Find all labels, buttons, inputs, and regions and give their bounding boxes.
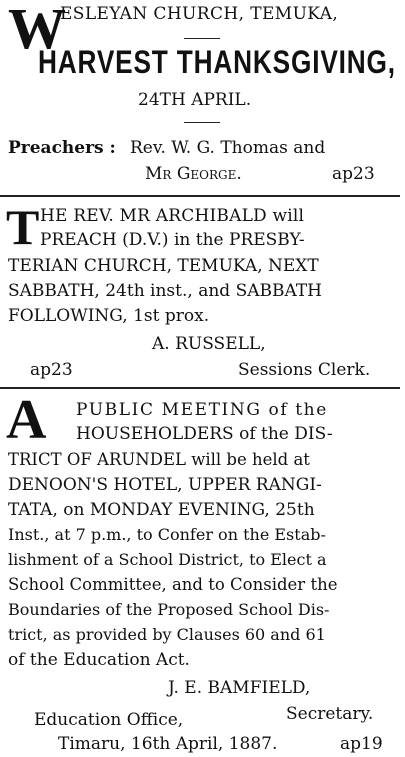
ad3-line-11: of the Education Act.	[8, 650, 190, 670]
ad3-line-1: PUBLIC MEETING of the	[76, 400, 328, 420]
ad2-line-4: SABBATH, 24th inst., and SABBATH	[8, 281, 322, 301]
ad3-line-3: TRICT OF ARUNDEL will be held at	[8, 450, 310, 469]
ad1-date: 24TH APRIL.	[138, 90, 252, 110]
ad3-line-5: TATA, on MONDAY EVENING, 25th	[8, 500, 315, 520]
ad2-code: ap23	[30, 360, 73, 380]
ad1-headline: HARVEST THANKSGIVING,	[38, 44, 396, 80]
ad1-dropcap: W	[8, 0, 66, 61]
divider-2	[0, 387, 400, 389]
ad3-code: ap19	[340, 734, 383, 754]
ad3-line-6: Inst., at 7 p.m., to Confer on the Estab-	[8, 525, 326, 544]
ad3-line-8: School Committee, and to Consider the	[8, 575, 338, 594]
ad3-signer: J. E. BAMFIELD,	[168, 678, 311, 698]
ad3-line-4: DENOON'S HOTEL, UPPER RANGI-	[8, 475, 322, 495]
ad2-line-5: FOLLOWING, 1st prox.	[8, 306, 210, 326]
ad3-line-10: trict, as provided by Clauses 60 and 61	[8, 625, 326, 644]
ad3-line-9: Boundaries of the Proposed School Dis-	[8, 600, 330, 619]
ad3-office: Education Office,	[34, 710, 184, 730]
ad1-title: ESLEYAN CHURCH, TEMUKA,	[60, 4, 339, 24]
ad1-code: ap23	[332, 164, 375, 184]
ad3-place-date: Timaru, 16th April, 1887.	[58, 734, 278, 754]
ad1-divider-short	[184, 38, 220, 39]
ad3-line-7: lishment of a School District, to Elect a	[8, 550, 327, 569]
ad2-signer: A. RUSSELL,	[152, 334, 266, 354]
ad2-dropcap: T	[6, 199, 40, 255]
ad1-preachers-label: Preachers :	[8, 138, 116, 158]
ad2-line-2: PREACH (D.V.) in the PRESBY-	[40, 230, 305, 250]
ad2-line-3: TERIAN CHURCH, TEMUKA, NEXT	[8, 256, 319, 276]
ad3-signer-title: Secretary.	[286, 704, 374, 724]
ad2-signer-title: Sessions Clerk.	[238, 360, 371, 380]
ad1-preachers-line1: Rev. W. G. Thomas and	[130, 138, 326, 158]
ad3-line-2: HOUSEHOLDERS of the DIS-	[76, 424, 333, 444]
ad1-preachers-line2: Mr George.	[145, 164, 242, 184]
ad3-dropcap: A	[6, 389, 47, 451]
divider-1	[0, 195, 400, 197]
ad1-divider-short-2	[184, 122, 220, 123]
ad2-line-1: HE REV. MR ARCHIBALD will	[40, 206, 305, 226]
